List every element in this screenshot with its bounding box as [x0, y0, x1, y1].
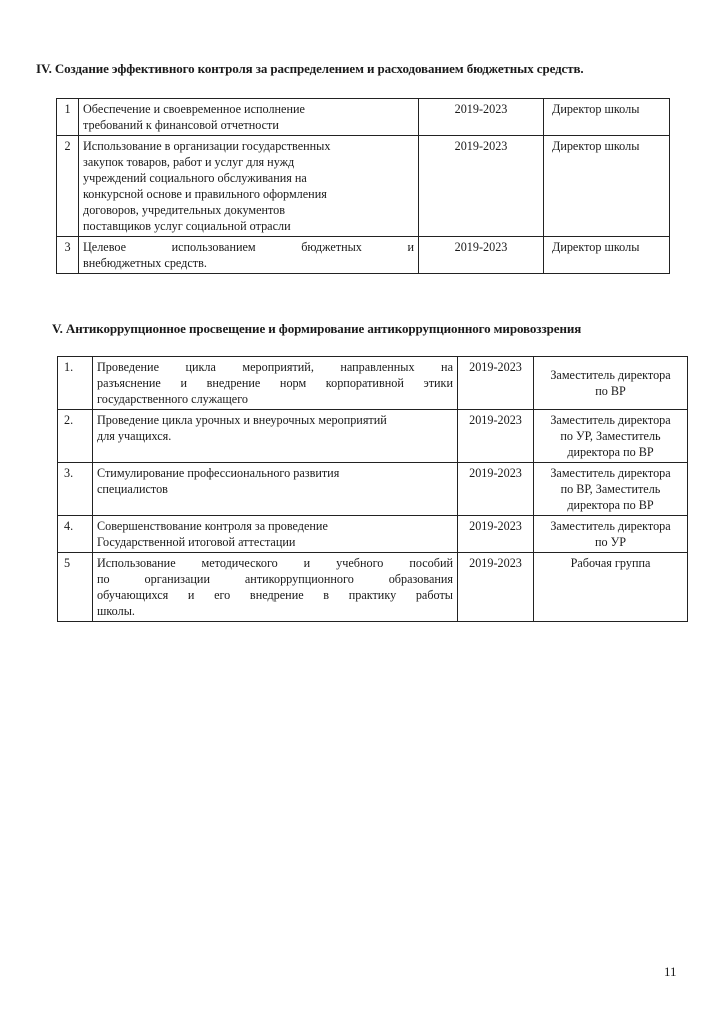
- measure-line: Совершенствование контроля за проведение: [97, 519, 328, 533]
- anticorruption-education-table: [57, 356, 688, 622]
- row-number: 3.: [58, 463, 93, 516]
- responsible-cell: [534, 410, 688, 463]
- measure-cell: [93, 410, 458, 463]
- responsible-line: по УР: [594, 535, 627, 549]
- measure-line: поставщиков услуг социальной отрасли: [83, 219, 291, 233]
- responsible-line: Заместитель директора: [550, 466, 671, 480]
- period-cell: 2019-2023: [458, 357, 534, 410]
- measure-line: Государственной итоговой аттестации: [97, 535, 296, 549]
- measure-line: Целевое использованием бюджетных и: [83, 240, 414, 254]
- table-row: [58, 410, 688, 463]
- period-cell: 2019-2023: [419, 237, 544, 274]
- measure-line: специалистов: [97, 482, 168, 496]
- table-row: [57, 237, 670, 274]
- responsible-line: директора по ВР: [567, 498, 654, 512]
- responsible-cell: Директор школы: [544, 237, 670, 274]
- measure-line: Обеспечение и своевременное исполнение: [83, 102, 305, 116]
- measure-cell: [93, 463, 458, 516]
- measure-line: внебюджетных средств.: [83, 256, 207, 270]
- responsible-line: Заместитель директора: [550, 368, 671, 382]
- measure-line: требований к финансовой отчетности: [83, 118, 279, 132]
- row-number: 5: [58, 553, 93, 622]
- measure-cell: [93, 516, 458, 553]
- period-cell: 2019-2023: [419, 99, 544, 136]
- responsible-line: по УР, Заместитель: [560, 429, 661, 443]
- measure-line: для учащихся.: [97, 429, 172, 443]
- measure-line: Стимулирование профессионального развития: [97, 466, 340, 480]
- measure-cell: [93, 553, 458, 622]
- period-cell: 2019-2023: [458, 410, 534, 463]
- table-row: [57, 99, 670, 136]
- responsible-line: директора по ВР: [567, 445, 654, 459]
- responsible-cell: [534, 553, 688, 622]
- period-cell: 2019-2023: [458, 516, 534, 553]
- row-number: 3: [57, 237, 79, 274]
- row-number: 2: [57, 136, 79, 237]
- measure-line: обучающихся и его внедрение в практику работы: [97, 588, 453, 602]
- period-cell: 2019-2023: [419, 136, 544, 237]
- responsible-line: Заместитель директора: [550, 519, 671, 533]
- measure-cell: [79, 136, 419, 237]
- responsible-cell: [534, 516, 688, 553]
- responsible-line: Рабочая группа: [570, 556, 651, 570]
- period-cell: 2019-2023: [458, 553, 534, 622]
- table-row: [58, 516, 688, 553]
- measure-line: договоров, учредительных документов: [83, 203, 286, 217]
- row-number: 1: [57, 99, 79, 136]
- measure-line: школы.: [97, 604, 135, 618]
- measure-line: Проведение цикла урочных и внеурочных мероприятий: [97, 413, 387, 427]
- row-number: 4.: [58, 516, 93, 553]
- measure-line: Проведение цикла мероприятий, направленных на: [97, 360, 453, 374]
- measure-line: по организации антикоррупционного образования: [97, 572, 453, 586]
- period-cell: 2019-2023: [458, 463, 534, 516]
- measure-line: государственного служащего: [97, 392, 249, 406]
- section-4-heading: IV. Создание эффективного контроля за распределением и расходованием бюджетных средств.: [36, 61, 584, 76]
- budget-control-table: [56, 98, 670, 274]
- section-5-heading: V. Антикоррупционное просвещение и формирование антикоррупционного мировоззрения: [52, 321, 582, 336]
- measure-cell: [93, 357, 458, 410]
- responsible-cell: Директор школы: [544, 99, 670, 136]
- page-number: 11: [664, 964, 677, 979]
- measure-line: Использование методического и учебного пособий: [97, 556, 453, 570]
- measure-line: учреждений социального обслуживания на: [83, 171, 307, 185]
- responsible-line: Заместитель директора: [550, 413, 671, 427]
- measure-line: разъяснение и внедрение норм корпоративной этики: [97, 376, 453, 390]
- table-row: [58, 357, 688, 410]
- responsible-line: по ВР, Заместитель: [560, 482, 661, 496]
- table-row: [58, 553, 688, 622]
- responsible-cell: [534, 463, 688, 516]
- responsible-cell: [534, 357, 688, 410]
- measure-line: закупок товаров, работ и услуг для нужд: [83, 155, 295, 169]
- measure-line: Использование в организации государственных: [83, 139, 331, 153]
- row-number: 2.: [58, 410, 93, 463]
- measure-line: конкурсной основе и правильного оформления: [83, 187, 327, 201]
- measure-cell: [79, 237, 419, 274]
- measure-cell: [79, 99, 419, 136]
- responsible-line: по ВР: [595, 384, 626, 398]
- responsible-cell: Директор школы: [544, 136, 670, 237]
- row-number: 1.: [58, 357, 93, 410]
- table-row: [58, 463, 688, 516]
- table-row: [57, 136, 670, 237]
